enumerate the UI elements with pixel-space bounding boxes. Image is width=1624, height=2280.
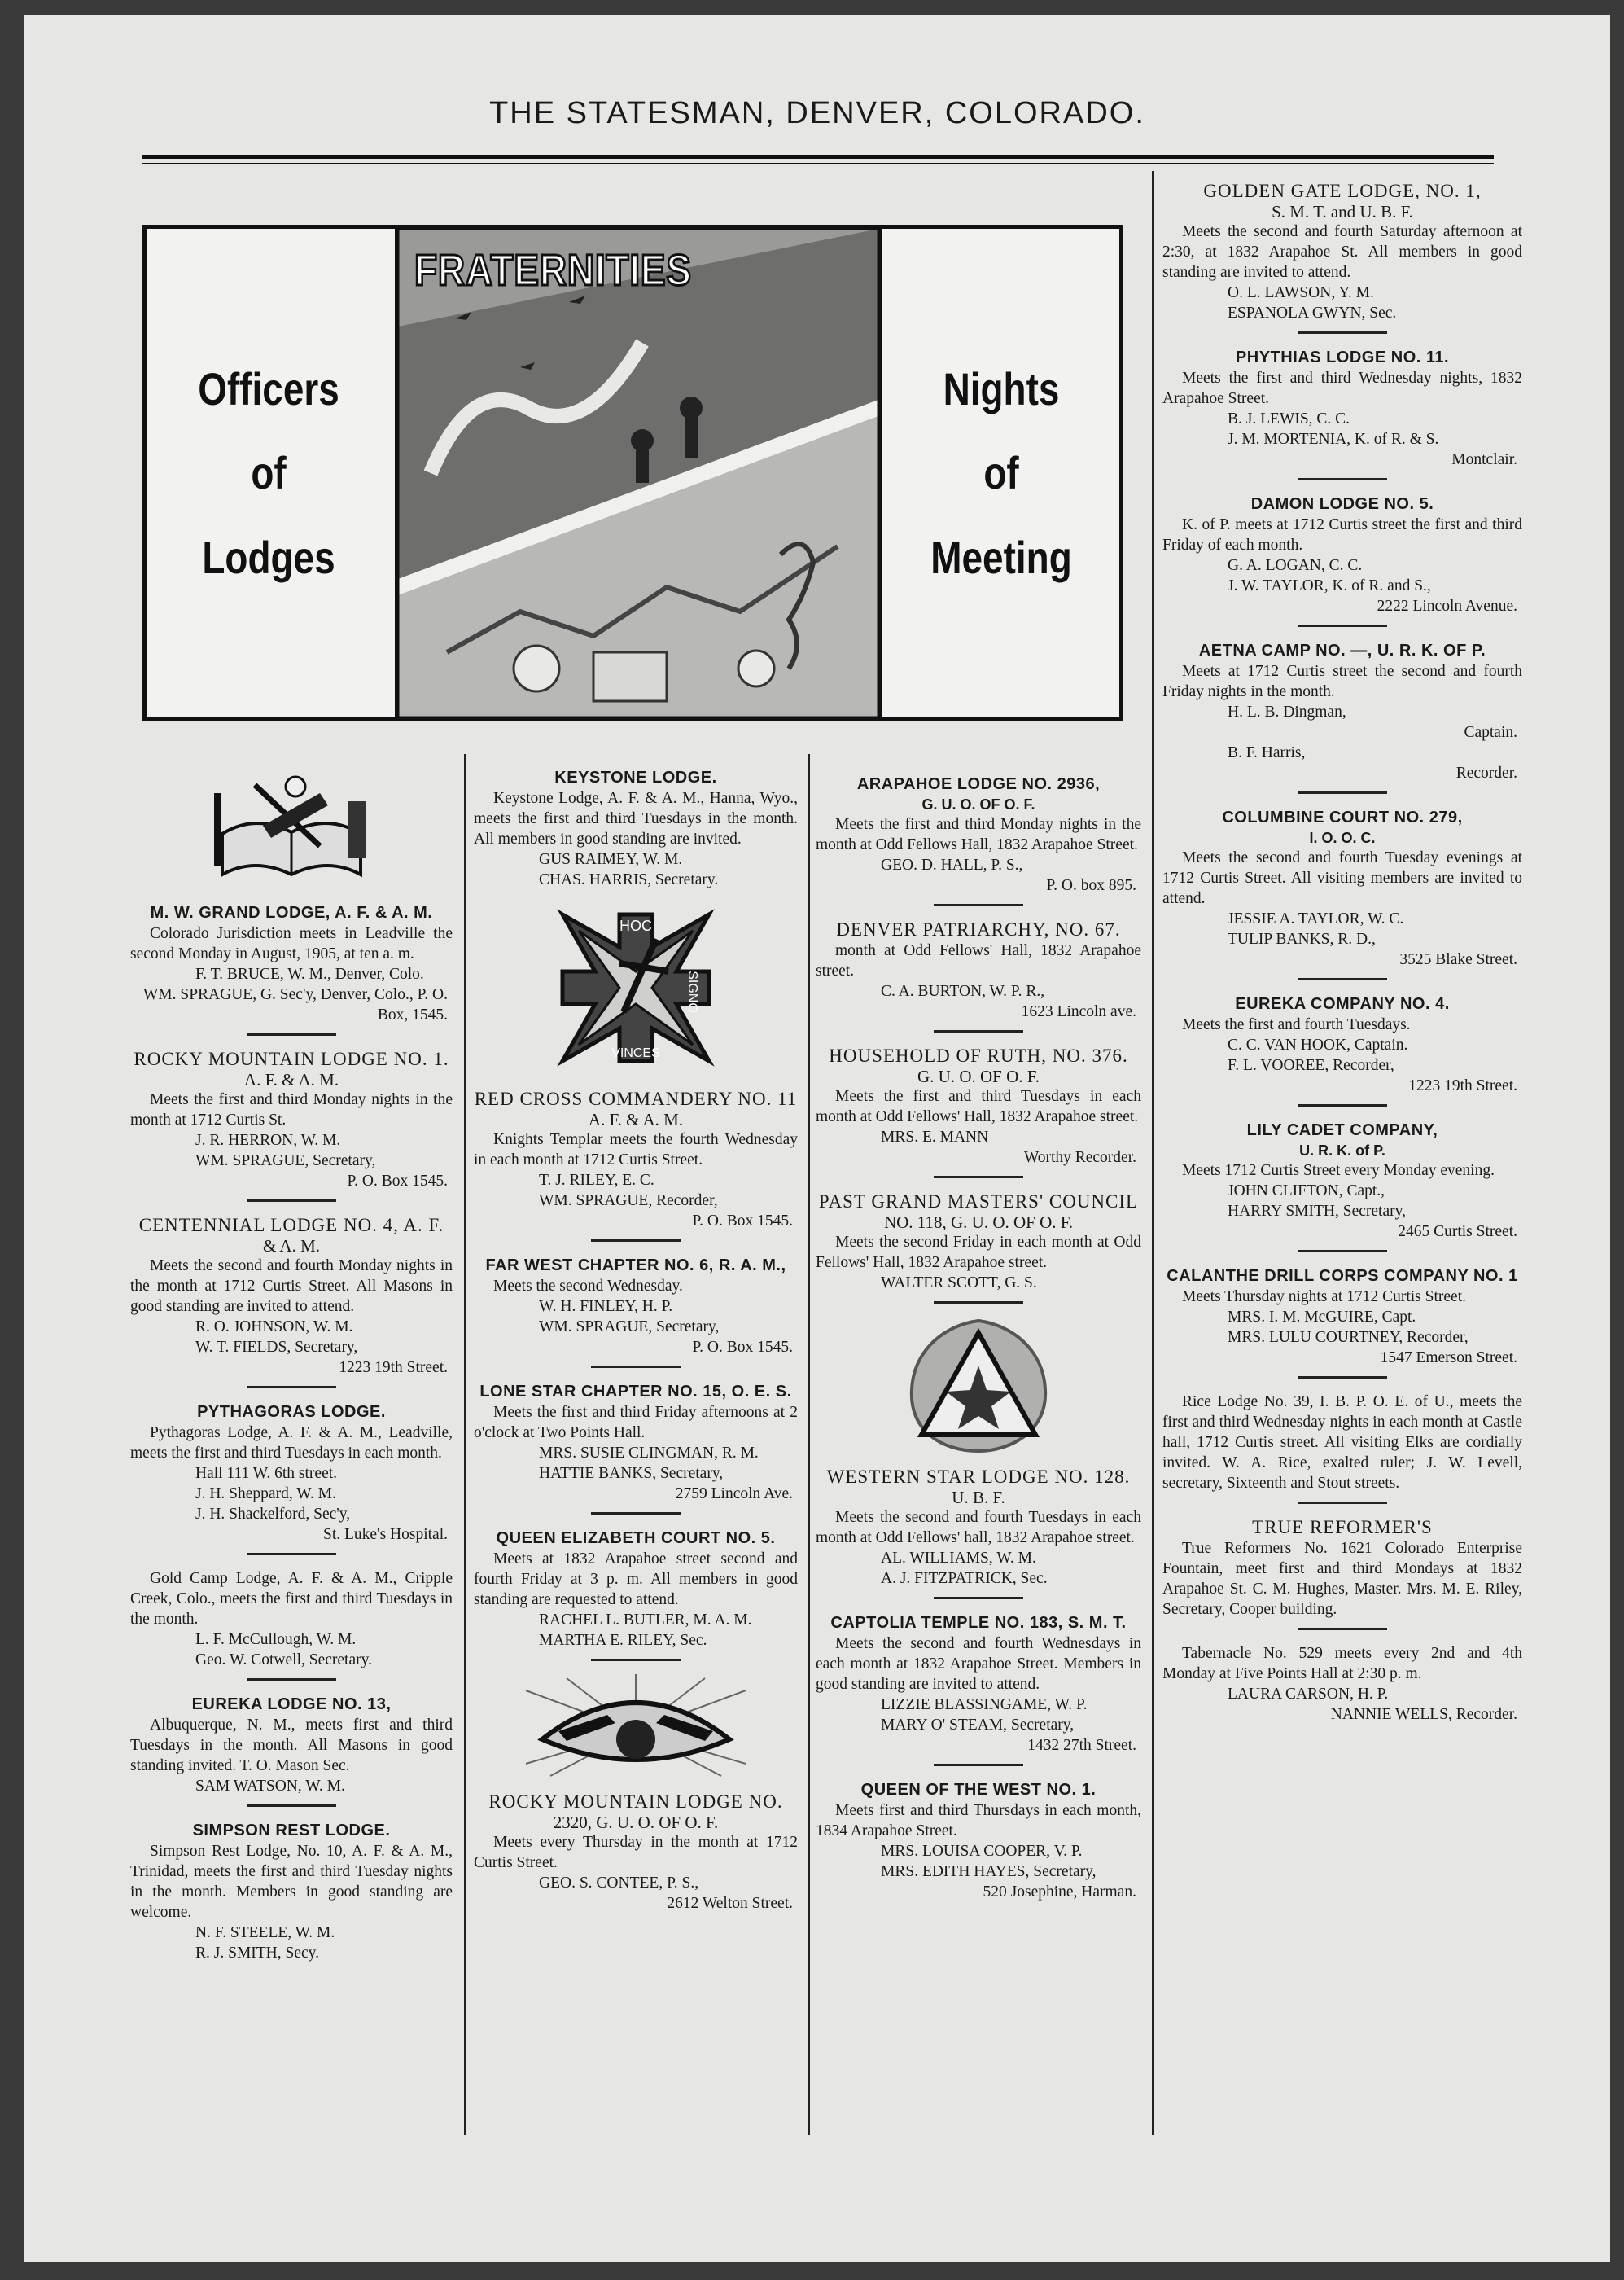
lodge-title: M. W. GRAND LODGE, A. F. & A. M. [150,904,433,922]
column-2 [474,767,798,1922]
lodge-title: ROCKY MOUNTAIN LODGE NO. [488,1791,783,1812]
lodge-officer: NANNIE WELLS, Recorder. [1330,1706,1517,1723]
separator-rule [1298,1502,1387,1504]
lodge-description: Meets the first and third Wednesday nights, 1832 Arapahoe Street. [1162,370,1522,407]
lodge-officer: ESPANOLA GWYN, Sec. [1228,305,1397,322]
lodge-entry [474,767,798,890]
lodge-title: LONE STAR CHAPTER NO. 15, O. E. S. [479,1383,792,1401]
lodge-description: Knights Templar meets the fourth Wednesday in each month at 1712 Curtis Street. [474,1131,798,1168]
lodge-officer: 2612 Welton Street. [667,1895,793,1912]
separator-rule [934,904,1023,906]
lodge-title: CALANTHE DRILL CORPS COMPANY NO. 1 [1167,1267,1518,1285]
all-seeing-eye-emblem [518,1674,754,1780]
lodge-title: HOUSEHOLD OF RUTH, NO. 376. [829,1046,1128,1066]
lodge-subtitle: U. B. F. [952,1488,1005,1507]
lodge-officer: TULIP BANKS, R. D., [1228,931,1376,948]
lodge-subtitle: S. M. T. and U. B. F. [1272,202,1413,221]
lodge-entry [1162,1392,1522,1493]
separator-rule [934,1176,1023,1178]
lodge-entry [474,1528,798,1651]
separator-rule [591,1659,681,1661]
lodge-description: Meets the first and third Tuesdays in each month at Odd Fellows' Hall, 1832 Arapahoe street. [816,1088,1141,1125]
separator-rule [1298,791,1387,794]
column-rule [808,754,810,2135]
lodge-officer: WALTER SCOTT, G. S. [881,1274,1037,1291]
lodge-title: ROCKY MOUNTAIN LODGE NO. 1. [134,1049,449,1069]
fraternities-banner [142,225,1123,721]
lodge-officer: WM. SPRAGUE, Recorder, [539,1192,718,1209]
lodge-entry [1162,181,1522,323]
banner-right-panel [904,229,1098,717]
lodge-description: Keystone Lodge, A. F. & A. M., Hanna, Wyo., meets the first and third Tuesdays in the month. All members in good standing are invited. [474,790,798,848]
lodge-title: WESTERN STAR LODGE NO. 128. [826,1467,1131,1487]
separator-rule [1298,1376,1387,1379]
masthead-rule [142,155,1494,159]
lodge-entry [474,1791,798,1914]
cross-word-vinces: VINCES [611,1046,660,1060]
lodge-entry [816,774,1141,896]
lodge-entry [1162,347,1522,470]
lodge-description: Meets at 1832 Arapahoe street second and fourth Friday at 3 p. m. All members in good standing are requested to attend. [474,1550,798,1608]
lodge-title: COLUMBINE COURT NO. 279, [1222,809,1463,826]
lodge-title: EUREKA COMPANY NO. 4. [1235,995,1450,1013]
lodge-entry [816,1046,1141,1168]
open-bible-emblem [206,769,377,891]
separator-rule [247,1386,336,1388]
cross-word-signo: SIGNO [685,971,699,1013]
lodge-description: Meets the first and third Monday nights in the month at 1712 Curtis St. [130,1091,453,1129]
banner-left-panel [169,229,369,717]
lodge-officer: Hall 111 W. 6th street. [195,1465,338,1482]
column-4-entries [1162,181,1522,1725]
lodge-entry [130,1820,453,1963]
lodge-officer: MRS. LOUISA COOPER, V. P. [881,1843,1083,1860]
lodge-officer: Worthy Recorder. [1023,1149,1136,1166]
lodge-description: Meets the first and third Monday nights in the month at Odd Fellows Hall, 1832 Arapahoe Street. [816,816,1141,853]
lodge-officer: 520 Josephine, Harman. [983,1883,1136,1901]
column-1-entries [130,902,453,1963]
lodge-entry [1162,1517,1522,1620]
banner-left-line: Lodges [202,531,335,583]
separator-rule [1298,1250,1387,1252]
lodge-entry [1162,1265,1522,1368]
lodge-entry [130,1215,453,1378]
lodge-entry [130,1694,453,1796]
lodge-officer: GEO. D. HALL, P. S., [881,857,1023,874]
banner-right-line: Nights [943,362,1060,414]
separator-rule [1298,978,1387,980]
lodge-officer: N. F. STEELE, W. M. [195,1924,335,1941]
lodge-description: Albuquerque, N. M., meets first and third Tuesdays in the month. All Masons in good standing invited. T. O. Mason Sec. [130,1717,453,1774]
lodge-officer: SAM WATSON, W. M. [195,1778,345,1795]
lodge-entry [1162,1643,1522,1725]
lodge-subtitle: U. R. K. of P. [1299,1142,1385,1159]
lodge-officer: C. C. VAN HOOK, Captain. [1228,1037,1408,1054]
lodge-description: Meets the second and fourth Saturday afternoon at 2:30, at 1832 Arapahoe St. All members in good standing are invited to attend. [1162,223,1522,281]
lodge-officer: MARY O' STEAM, Secretary, [881,1717,1075,1734]
lodge-officer: F. L. VOOREE, Recorder, [1228,1057,1394,1074]
lodge-description: Meets the first and third Friday afternoons at 2 o'clock at Two Points Hall. [474,1404,798,1441]
column-1 [130,762,453,1971]
lodge-officer: MRS. E. MANN [881,1129,989,1146]
lodge-description: Meets at 1712 Curtis street the second and fourth Friday nights in the month. [1162,663,1522,700]
lodge-entry [816,1191,1141,1293]
lodge-description: True Reformers No. 1621 Colorado Enterprise Fountain, meet first and third Mondays at 1832 Arapahoe St. C. M. Hughes, Master. Mrs. M. E. Riley, Secretary, Cooper building. [1162,1540,1522,1618]
lodge-description: Tabernacle No. 529 meets every 2nd and 4th Monday at Five Points Hall at 2:30 p. m. [1162,1645,1522,1682]
lodge-description: Pythagoras Lodge, A. F. & A. M., Leadville, meets the first and third Tuesdays in each month. [130,1424,453,1462]
lodge-title: KEYSTONE LODGE. [554,769,717,787]
separator-rule [247,1033,336,1036]
lodge-title: PYTHAGORAS LODGE. [197,1403,386,1421]
lodge-officer: Montclair. [1451,451,1517,468]
lodge-entry [474,1381,798,1504]
lodge-description: Rice Lodge No. 39, I. B. P. O. E. of U., meets the first and third Wednesday nights in each month at Castle hall, 1712 Curtis street. All visiting Elks are cordially invited. W. A. Rice, exalted ruler; J. W. Levell, secretary, Sixteenth and Stout streets. [1162,1393,1522,1492]
lodge-officer: MARTHA E. RILEY, Sec. [539,1632,707,1649]
masthead-rule-thin [142,163,1494,164]
lodge-entry [1162,493,1522,616]
lodge-subtitle: A. F. & A. M. [243,1070,339,1090]
lodge-officer: F. T. BRUCE, W. M., Denver, Colo. [195,966,424,983]
separator-rule [1298,1628,1387,1630]
lodge-subtitle: NO. 118, G. U. O. OF O. F. [883,1212,1074,1232]
separator-rule [1298,478,1387,480]
lodge-officer: 1223 19th Street. [339,1359,448,1376]
lodge-officer: W. T. FIELDS, Secretary, [195,1339,358,1356]
lodge-officer: MRS. EDITH HAYES, Secretary, [881,1863,1097,1880]
banner-illustration [395,229,882,717]
lodge-officer: W. H. FINLEY, H. P. [539,1298,673,1315]
lodge-officer: RACHEL L. BUTLER, M. A. M. [539,1611,752,1629]
lodge-entry [1162,1120,1522,1242]
lodge-officer: A. J. FITZPATRICK, Sec. [881,1570,1048,1587]
column-3-entries-top [816,774,1141,1304]
lodge-subtitle: G. U. O. OF O. F. [921,796,1035,813]
lodge-officer: MRS. SUSIE CLINGMAN, R. M. [539,1445,759,1462]
lodge-description: Meets the second and fourth Wednesdays in each month at 1832 Arapahoe Street. Members in good standing are invited to attend. [816,1635,1141,1693]
lodge-subtitle: G. U. O. OF O. F. [917,1067,1040,1086]
lodge-entry [130,1568,453,1670]
lodge-officer: J. R. HERRON, W. M. [195,1132,341,1149]
lodge-entry [816,1779,1141,1902]
lodge-officer: JESSIE A. TAYLOR, W. C. [1228,910,1404,927]
column-4 [1162,181,1522,1733]
lodge-entry [1162,640,1522,783]
lodge-title: CENTENNIAL LODGE NO. 4, A. F. [138,1215,444,1235]
lodge-description: Simpson Rest Lodge, No. 10, A. F. & A. M., Trinidad, meets the first and third Tuesday nights in the month. Members in good standing are welcome. [130,1843,453,1921]
lodge-officer: J. H. Sheppard, W. M. [195,1485,336,1502]
lodge-entry [816,1612,1141,1756]
separator-rule [1298,331,1387,334]
lodge-officer: GUS RAIMEY, W. M. [539,851,683,868]
lodge-description: Meets the second and fourth Tuesdays in each month at Odd Fellows' hall, 1832 Arapahoe street. [816,1509,1141,1546]
separator-rule [591,1366,681,1368]
lodge-officer: Captain. [1464,724,1517,741]
lodge-officer: Recorder. [1455,765,1517,782]
lodge-officer: R. J. SMITH, Secy. [195,1945,320,1962]
lodge-officer: 2222 Lincoln Avenue. [1377,598,1517,615]
lodge-title: PAST GRAND MASTERS' COUNCIL [818,1191,1139,1212]
separator-rule [1298,1104,1387,1107]
column-3-entries-bottom [816,1467,1141,1902]
banner-left-line: of [251,447,287,499]
lodge-officer: 2759 Lincoln Ave. [675,1485,793,1502]
column-3 [816,774,1141,1910]
lodge-officer: H. L. B. Dingman, [1228,704,1346,721]
lodge-officer: MRS. LULU COURTNEY, Recorder, [1228,1329,1469,1346]
lodge-subtitle: & A. M. [262,1236,320,1256]
cross-word-hoc: HOC [619,918,652,934]
lodge-officer: St. Luke's Hospital. [322,1526,448,1543]
lodge-officer: MRS. I. M. McGUIRE, Capt. [1228,1309,1416,1326]
lodge-officer: R. O. JOHNSON, W. M. [195,1318,353,1335]
lodge-officer: CHAS. HARRIS, Secretary. [539,871,719,888]
separator-rule [934,1030,1023,1033]
lodge-officer: GEO. S. CONTEE, P. S., [539,1874,699,1892]
knights-templar-cross-emblem [546,898,725,1077]
lodge-description: Colorado Jurisdiction meets in Leadville the second Monday in August, 1905, at ten a. m. [130,925,453,962]
lodge-officer: 1547 Emerson Street. [1380,1349,1517,1366]
lodge-title: QUEEN ELIZABETH COURT NO. 5. [496,1529,776,1547]
lodge-officer: JOHN CLIFTON, Capt., [1228,1182,1385,1199]
lodge-officer: AL. WILLIAMS, W. M. [881,1550,1036,1567]
lodge-officer: 1432 27th Street. [1027,1737,1136,1754]
triangle-star-emblem [905,1317,1052,1455]
banner-art-title: FRATERNITIES [414,246,692,295]
separator-rule [247,1199,336,1202]
lodge-title: AETNA CAMP NO. —, U. R. K. OF P. [1198,642,1486,660]
banner-right-line: Meeting [930,531,1072,583]
lodge-title: ARAPAHOE LODGE NO. 2936, [856,775,1101,793]
column-2-entries-top [474,767,798,890]
banner-right-line: of [983,447,1019,499]
lodge-entry [1162,807,1522,970]
lodge-entry [816,919,1141,1022]
lodge-subtitle: A. F. & A. M. [588,1110,684,1129]
lodge-officer: P. O. Box 1545. [347,1173,448,1190]
lodge-officer: WM. SPRAGUE, Secretary, [195,1152,376,1169]
lodge-title: GOLDEN GATE LODGE, NO. 1, [1203,181,1482,201]
separator-rule [1298,625,1387,627]
lodge-officer: 1623 Lincoln ave. [1021,1003,1136,1020]
separator-rule [934,1597,1023,1599]
lodge-officer: G. A. LOGAN, C. C. [1228,557,1363,574]
lodge-officer: LIZZIE BLASSINGAME, W. P. [881,1696,1088,1713]
lodge-description: Meets Thursday nights at 1712 Curtis Street. [1182,1288,1466,1305]
lodge-entry [816,1467,1141,1589]
lodge-officer: HARRY SMITH, Secretary, [1228,1203,1406,1220]
lodge-title: DAMON LODGE NO. 5. [1250,495,1434,513]
lodge-title: SIMPSON REST LODGE. [192,1822,391,1839]
lodge-officer: P. O. Box 1545. [692,1212,793,1230]
lodge-description: Meets the second and fourth Tuesday evenings at 1712 Curtis Street. All visiting members are invited to attend. [1162,849,1522,907]
lodge-subtitle: I. O. O. C. [1309,830,1376,846]
lodge-description: Meets 1712 Curtis Street every Monday evening. [1182,1162,1495,1179]
column-rule [1152,171,1154,2135]
lodge-description: Meets the second Friday in each month at Odd Fellows' Hall, 1832 Arapahoe street. [816,1234,1141,1271]
lodge-title: TRUE REFORMER'S [1252,1517,1433,1537]
lodge-officer: C. A. BURTON, W. P. R., [881,983,1045,1000]
separator-rule [591,1512,681,1515]
lodge-officer: J. H. Shackelford, Sec'y, [195,1506,351,1523]
separator-rule [934,1301,1023,1304]
lodge-title: QUEEN OF THE WEST NO. 1. [860,1781,1097,1799]
separator-rule [247,1678,336,1681]
lodge-title: EUREKA LODGE NO. 13, [191,1695,392,1713]
lodge-description: Meets the first and fourth Tuesdays. [1182,1016,1411,1033]
lodge-description: month at Odd Fellows' Hall, 1832 Arapahoe street. [816,942,1141,980]
banner-left-line: Officers [198,362,339,414]
lodge-officer: O. L. LAWSON, Y. M. [1228,284,1374,301]
separator-rule [247,1804,336,1807]
lodge-officer: P. O. Box 1545. [692,1339,793,1356]
masthead: THE STATESMAN, DENVER, COLORADO. [489,96,1145,130]
lodge-description: Meets the second Wednesday. [493,1278,683,1295]
lodge-title: LILY CADET COMPANY, [1246,1121,1438,1139]
column-2-entries-bottom [474,1791,798,1914]
lodge-description: Meets every Thursday in the month at 1712 Curtis Street. [474,1834,798,1871]
lodge-title: CAPTOLIA TEMPLE NO. 183, S. M. T. [830,1614,1127,1632]
lodge-officer: Geo. W. Cotwell, Secretary. [195,1651,372,1668]
lodge-officer: WM. SPRAGUE, G. Sec'y, Denver, Colo., P. O. Box, 1545. [142,986,448,1024]
lodge-title: FAR WEST CHAPTER NO. 6, R. A. M., [485,1256,786,1274]
separator-rule [934,1764,1023,1766]
lodge-officer: HATTIE BANKS, Secretary, [539,1465,724,1482]
separator-rule [247,1553,336,1555]
lodge-entry [474,1089,798,1231]
lodge-entry [130,1049,453,1191]
lodge-officer: B. J. LEWIS, C. C. [1228,410,1350,428]
lodge-officer: L. F. McCullough, W. M. [195,1631,357,1648]
lodge-officer: P. O. box 895. [1046,877,1136,894]
lodge-officer: 1223 19th Street. [1408,1077,1517,1094]
lodge-officer: 3525 Blake Street. [1399,951,1517,968]
lodge-officer: B. F. Harris, [1228,744,1306,761]
lodge-description: Meets the second and fourth Monday nights in the month at 1712 Curtis Street. All Masons in good standing are invited to attend. [130,1257,453,1315]
lodge-officer: J. M. MORTENIA, K. of R. & S. [1228,431,1439,448]
lodge-officer: J. W. TAYLOR, K. of R. and S., [1228,577,1431,594]
separator-rule [591,1239,681,1242]
column-rule [464,754,466,2135]
lodge-description: Meets first and third Thursdays in each month, 1834 Arapahoe Street. [816,1802,1141,1839]
lodge-officer: T. J. RILEY, E. C. [539,1172,654,1189]
lodge-description: K. of P. meets at 1712 Curtis street the first and third Friday of each month. [1162,516,1522,554]
fraternities-illustration [398,229,878,717]
lodge-officer: LAURA CARSON, H. P. [1228,1686,1389,1703]
lodge-entry [130,902,453,1025]
lodge-title: DENVER PATRIARCHY, NO. 67. [836,919,1121,940]
lodge-entry [130,1401,453,1545]
lodge-description: Gold Camp Lodge, A. F. & A. M., Cripple Creek, Colo., meets the first and third Tuesdays in the month. [130,1570,453,1628]
lodge-officer: 2465 Curtis Street. [1398,1223,1517,1240]
lodge-officer: WM. SPRAGUE, Secretary, [539,1318,720,1335]
lodge-entry [474,1255,798,1357]
lodge-title: RED CROSS COMMANDERY NO. 11 [474,1089,798,1109]
newspaper-page [24,15,1610,2262]
column-2-entries-middle [474,1089,798,1661]
lodge-entry [1162,993,1522,1096]
lodge-title: PHYTHIAS LODGE NO. 11. [1235,349,1450,366]
lodge-subtitle: 2320, G. U. O. OF O. F. [553,1813,719,1832]
